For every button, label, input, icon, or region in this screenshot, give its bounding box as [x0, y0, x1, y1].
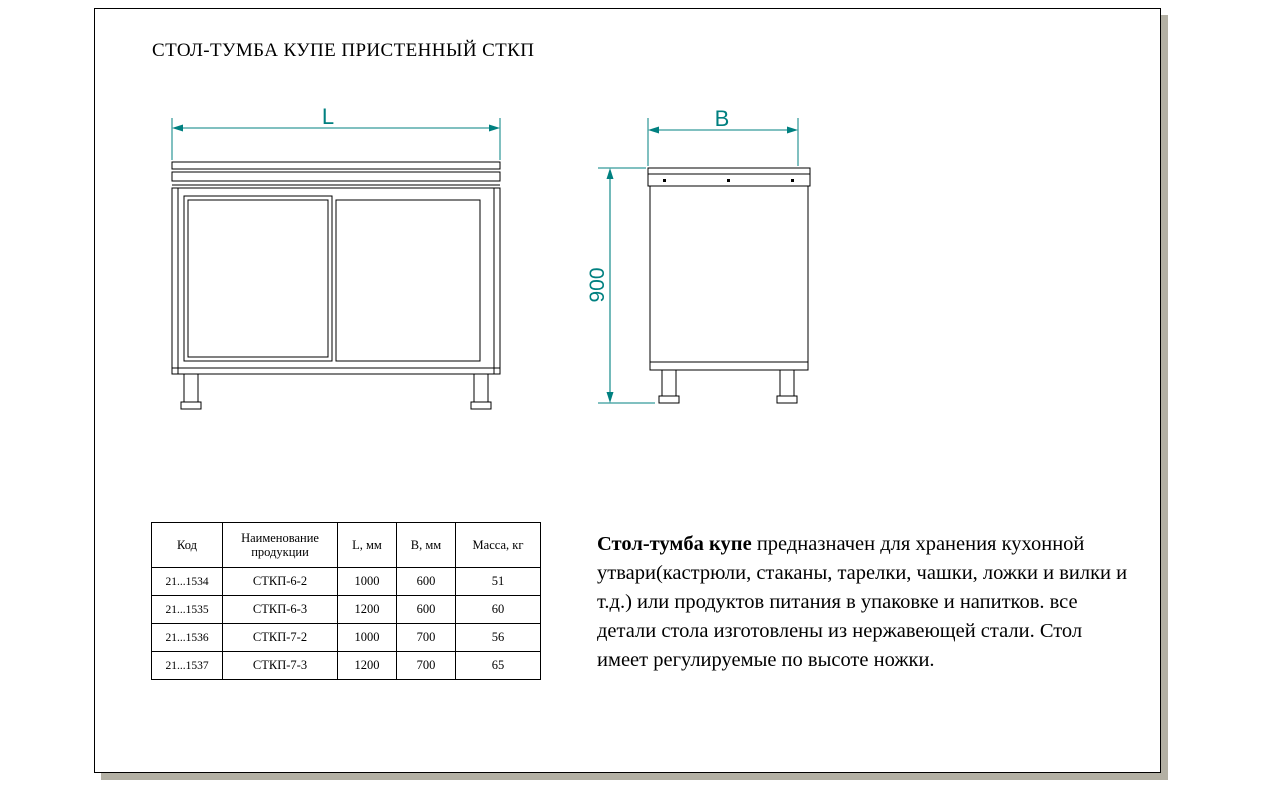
- front-view-sliding-doors: [184, 196, 480, 361]
- header-name-line1: Наименование: [241, 530, 319, 545]
- cell-mass: 60: [456, 596, 541, 624]
- specification-table: [151, 522, 541, 680]
- side-view-fixings: [663, 179, 794, 182]
- cell-name: СТКП-6-2: [223, 568, 338, 596]
- dimension-label-L: L: [321, 104, 335, 129]
- table-header-row: [152, 523, 541, 568]
- cell-width: 700: [397, 624, 456, 652]
- page-title: СТОЛ-ТУМБА КУПЕ ПРИСТЕННЫЙ СТКП: [152, 40, 535, 61]
- cell-name: СТКП-7-3: [223, 652, 338, 680]
- side-view-worktop: [648, 168, 810, 186]
- cell-name: СТКП-7-2: [223, 624, 338, 652]
- table-row: [152, 652, 541, 680]
- header-width: B, мм: [397, 523, 456, 568]
- cell-code: 21...1536: [152, 624, 223, 652]
- cell-name: СТКП-6-3: [223, 596, 338, 624]
- cell-length: 1200: [338, 596, 397, 624]
- side-view-legs: [659, 370, 797, 403]
- side-view-body: [650, 186, 808, 370]
- dimension-label-B: B: [714, 106, 730, 131]
- description-text: предназначен для хранения кухонной утвари(кастрюли, стаканы, тарелки, чашки, ложки и вилки и т.д.) или продуктов питания в упаковке и напитков. все детали стола изготовлены из нержавеющей стали. Стол имеет регулируемые по высоте ножки.: [597, 533, 1128, 671]
- front-view-worktop: [172, 162, 500, 188]
- cell-mass: 51: [456, 568, 541, 596]
- cell-width: 700: [397, 652, 456, 680]
- table-row: [152, 624, 541, 652]
- cell-code: 21...1534: [152, 568, 223, 596]
- cell-length: 1200: [338, 652, 397, 680]
- front-view-legs: [181, 374, 491, 409]
- dimension-label-900: 900: [586, 267, 609, 303]
- header-name: [223, 523, 338, 568]
- cell-code: 21...1535: [152, 596, 223, 624]
- description-lead: Стол-тумба купе: [597, 533, 752, 555]
- cell-mass: 65: [456, 652, 541, 680]
- table-row: [152, 596, 541, 624]
- cell-code: 21...1537: [152, 652, 223, 680]
- product-description: [597, 530, 1137, 675]
- header-code: Код: [152, 523, 223, 568]
- cell-length: 1000: [338, 624, 397, 652]
- table-row: [152, 568, 541, 596]
- dimension-length-L: [172, 118, 500, 160]
- cell-width: 600: [397, 568, 456, 596]
- cell-length: 1000: [338, 568, 397, 596]
- cell-width: 600: [397, 596, 456, 624]
- cell-mass: 56: [456, 624, 541, 652]
- header-mass: Масса, кг: [456, 523, 541, 568]
- header-length: L, мм: [338, 523, 397, 568]
- header-name-line2: продукции: [251, 545, 309, 559]
